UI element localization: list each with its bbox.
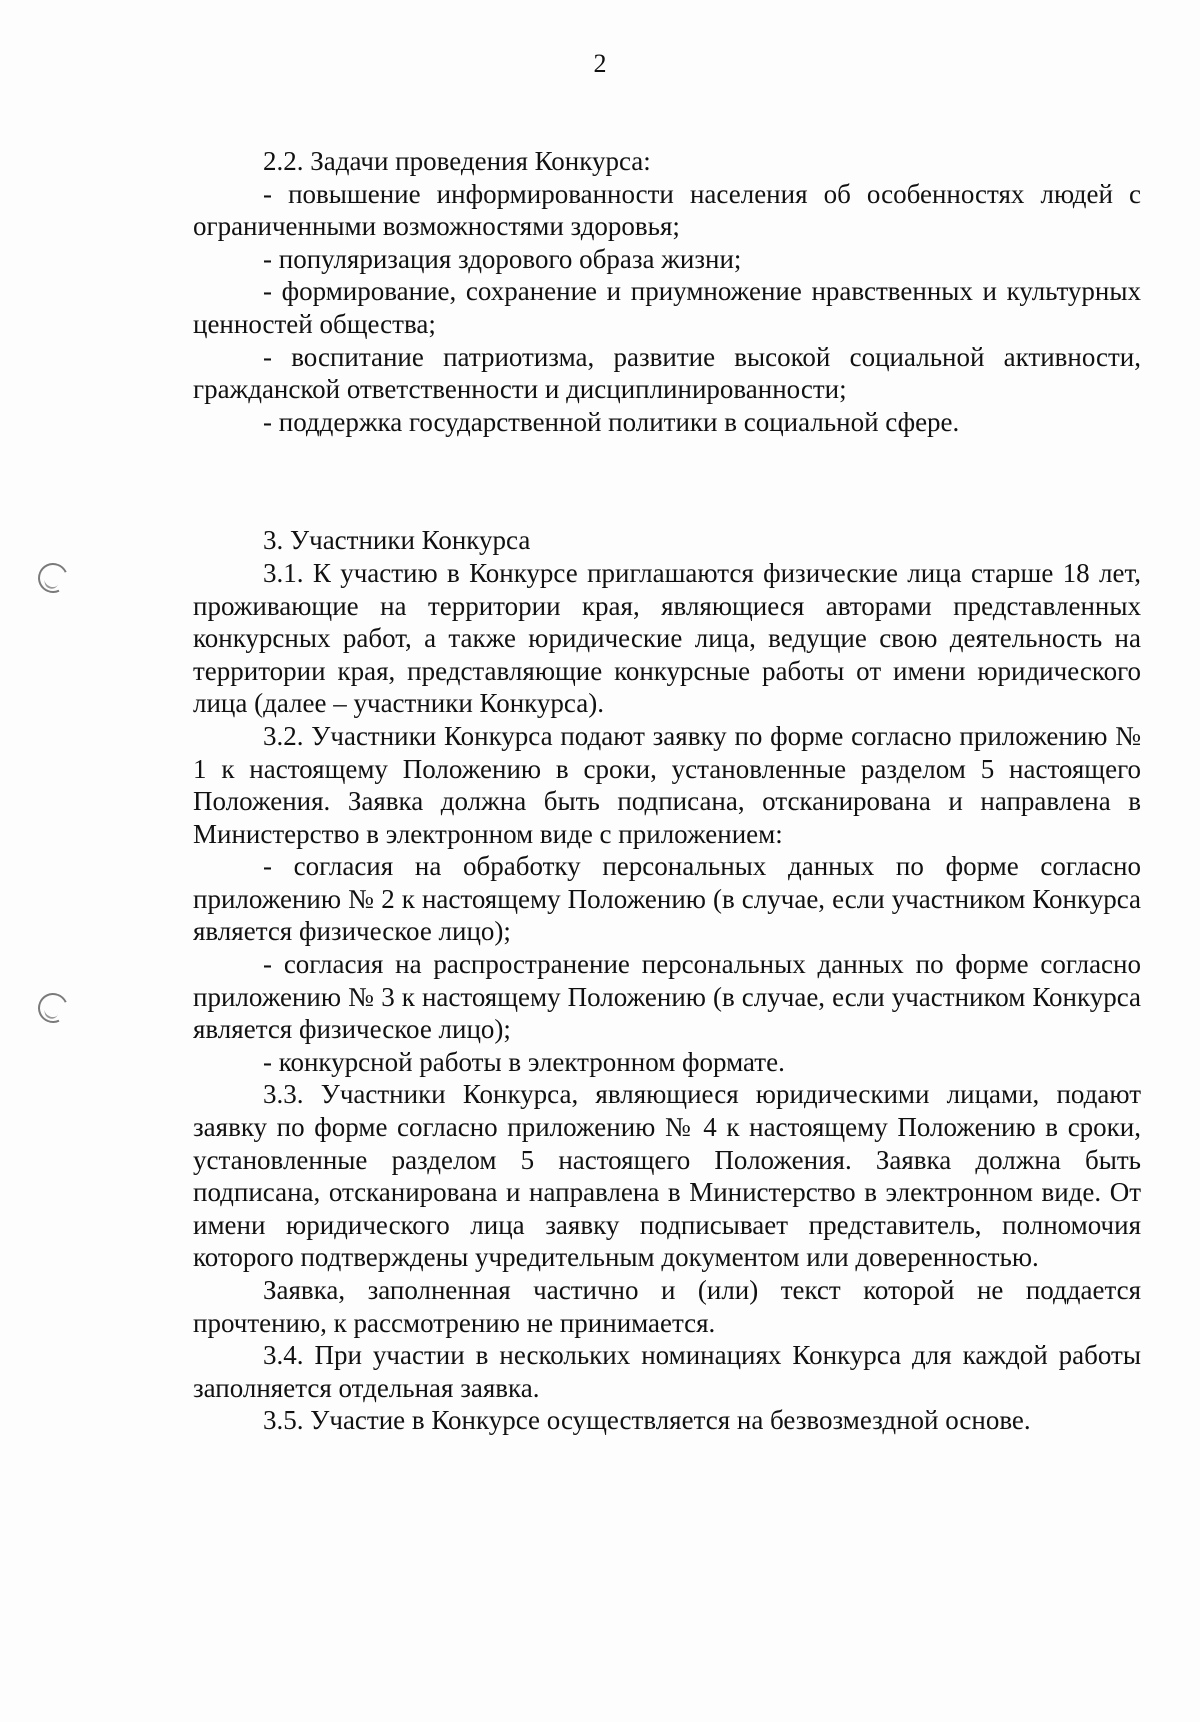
paragraph: 3.2. Участники Конкурса подают заявку по форме согласно приложению № 1 к настоящему Положению в сроки, установленные разделом 5 настоящего Положения. Заявка должна быть подписана, отсканирована и направлена в Министерство в электронном виде с приложением:	[193, 720, 1141, 849]
paragraph: 3.1. К участию в Конкурсе приглашаются физические лица старше 18 лет, проживающие на территории края, являющиеся авторами представленных конкурсных работ, а также юридические лица, ведущие свою деятельность на территории края, представляющие конкурсные работы от имени юридического лица (далее – участники Конкурса).	[193, 557, 1141, 719]
paragraph: - согласия на распространение персональных данных по форме согласно приложению № 3 к настоящему Положению (в случае, если участником Конкурса является физическое лицо);	[193, 949, 1141, 1045]
paragraph: - повышение информированности населения об особенностях людей с ограниченными возможностями здоровья;	[193, 178, 1141, 242]
paragraph: - воспитание патриотизма, развитие высокой социальной активности, гражданской ответственности и дисциплинированности;	[193, 341, 1141, 405]
paragraph-gap	[193, 465, 1141, 497]
paragraph: Заявка, заполненная частично и (или) текст которой не поддается прочтению, к рассмотрению не принимается.	[193, 1275, 1141, 1338]
paragraph: 3.4. При участии в нескольких номинациях Конкурса для каждой работы заполняется отдельная заявка.	[193, 1340, 1141, 1403]
paragraph: - поддержка государственной политики в социальной сфере.	[263, 406, 960, 437]
paragraph: 2.2. Задачи проведения Конкурса:	[263, 146, 651, 176]
paragraph: - формирование, сохранение и приумножение нравственных и культурных ценностей общества;	[193, 276, 1141, 339]
punch-hole-mark	[34, 989, 72, 1027]
page-number: 2	[593, 49, 607, 78]
paragraph: - популяризация здорового образа жизни;	[263, 243, 742, 274]
section-heading: 3. Участники Конкурса	[263, 525, 531, 556]
paragraph: 3.3. Участники Конкурса, являющиеся юридическими лицами, подают заявку по форме согласно приложению № 4 к настоящему Положению в сроки, установленные разделом 5 настоящего Положения. Заявка должна быть подписана, отсканирована и направлена в Министерство в электронном виде. От имени юридического лица заявку подписывает представитель, полномочия которого подтверждены учредительным документом или доверенностью.	[193, 1079, 1141, 1273]
paragraph: - согласия на обработку персональных данных по форме согласно приложению № 2 к настоящему Положению (в случае, если участником Конкурса является физическое лицо);	[193, 851, 1141, 947]
paragraph: 3.5. Участие в Конкурсе осуществляется на безвозмездной основе.	[263, 1405, 1031, 1436]
document-body	[193, 145, 1141, 1437]
paragraph: - конкурсной работы в электронном формате.	[263, 1046, 785, 1077]
punch-hole-mark	[34, 559, 72, 597]
